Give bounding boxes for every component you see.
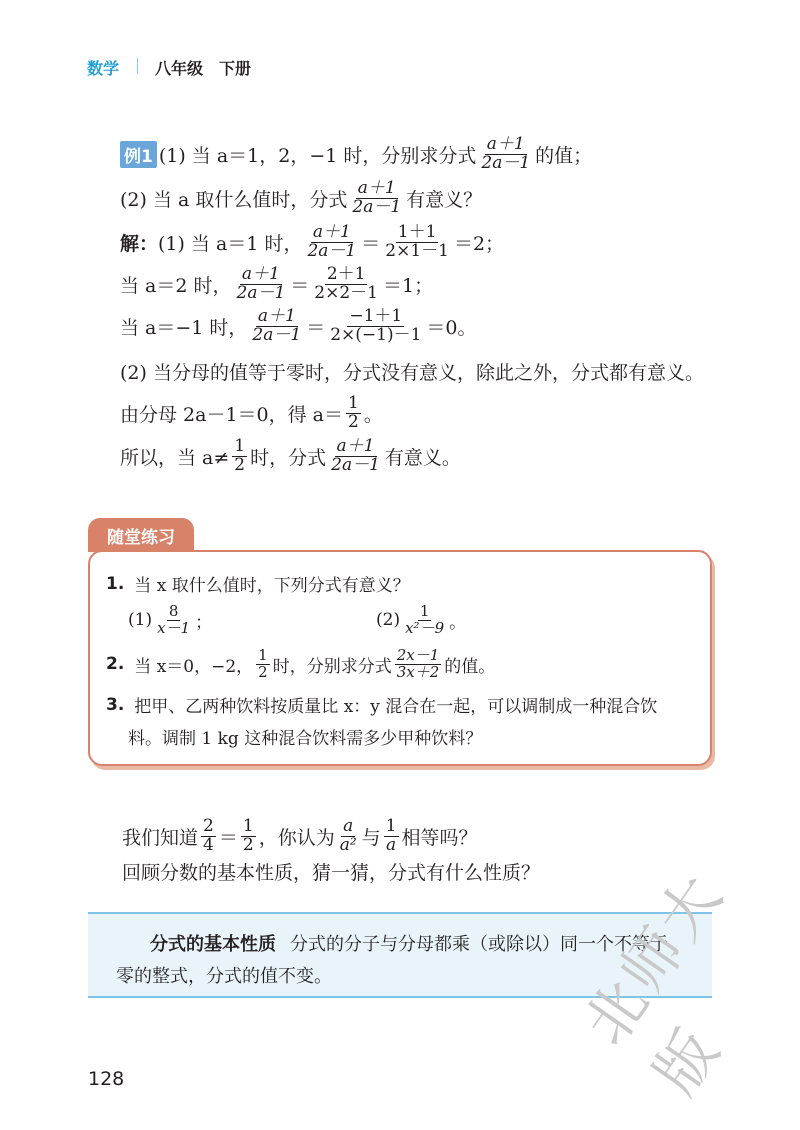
fraction-numerator: a＋1	[312, 222, 351, 242]
fraction-1-a	[384, 818, 399, 855]
solution-1-result: ＝2；	[453, 232, 505, 255]
property-line-1	[150, 930, 668, 956]
fraction-numerator: 1	[234, 436, 246, 456]
think-mid: ，你认为	[258, 826, 335, 849]
part-end: ；	[195, 612, 213, 633]
example-q2-suffix: 有意义？	[406, 188, 483, 211]
fraction-expr	[250, 308, 303, 345]
fraction-numerator: a＋1	[357, 178, 396, 198]
fraction-q1a	[155, 604, 192, 637]
equals-sign: ＝	[290, 274, 310, 297]
fraction-denominator: 2a－1	[331, 454, 380, 475]
part-2-line-3-mid: 时，分式	[250, 446, 327, 469]
property-title: 分式的基本性质	[150, 934, 276, 955]
practice-question-3-cont	[128, 724, 482, 749]
question-number: 3.	[106, 694, 125, 715]
fraction-numerator: a	[343, 816, 354, 836]
example-q1-text: (1) 当 a＝1，2，−1 时，分别求分式	[158, 144, 477, 167]
fraction-denominator: x²－9	[405, 618, 445, 637]
think-line-2	[122, 858, 540, 885]
watermark: 北师大版	[570, 860, 739, 1107]
fraction-expr	[329, 438, 382, 475]
part-2-line-3-suffix: 有意义。	[384, 446, 461, 469]
think-and: 与	[361, 826, 381, 849]
fraction-a-a2	[338, 818, 359, 855]
fraction-numerator: 2x－1	[396, 646, 440, 664]
think-line-2-text: 回顾分数的基本性质，猜一猜，分式有什么性质？	[122, 862, 541, 884]
property-text-1: 分式的分子与分母都乘（或除以）同一个不等于	[290, 934, 668, 955]
fraction-q1b	[403, 604, 446, 637]
fraction-denominator: 2×1－1	[385, 240, 449, 261]
solution-part-2	[120, 358, 704, 385]
practice-q2-suffix: 的值。	[444, 656, 496, 677]
header-subject: 数学	[87, 59, 120, 78]
fraction-expr	[305, 224, 358, 261]
solution-3-result: ＝0。	[426, 316, 477, 339]
practice-question-2	[106, 648, 495, 681]
practice-q3-line-2: 料。调制 1 kg 这种混合饮料需多少甲种饮料？	[128, 729, 483, 749]
think-suffix: 相等吗？	[401, 826, 478, 849]
fraction-numerator: −1＋1	[349, 306, 403, 326]
equals-sign: ＝	[218, 826, 238, 849]
practice-question-3	[106, 692, 657, 717]
part-2-line-3-prefix: 所以，当 a≠	[120, 446, 230, 469]
practice-title: 随堂练习	[88, 518, 194, 552]
page-number: 128	[88, 1068, 125, 1090]
fraction-denominator: 2	[348, 411, 359, 432]
fraction-1-2	[241, 818, 256, 855]
fraction-substituted	[383, 224, 451, 261]
practice-q1-text: 当 x 取什么值时，下列分式有意义？	[134, 576, 410, 596]
fraction-substituted	[312, 266, 380, 303]
fraction-denominator: 3x＋2	[396, 662, 440, 681]
fraction-denominator: 2a－1	[252, 324, 302, 345]
part-2-line-2-prefix: 由分母 2a－1＝0，得 a＝	[120, 403, 343, 426]
part-label: (2)	[376, 610, 401, 631]
fraction-denominator: 2	[242, 834, 254, 855]
fraction-denominator: 2a－1	[236, 282, 286, 303]
fraction-denominator: 4	[203, 834, 214, 855]
fraction-numerator: 1	[242, 816, 254, 836]
practice-q2-prefix: 当 x＝0，−2，	[134, 656, 254, 677]
fraction-denominator: x－1	[157, 618, 191, 637]
practice-q1-part-a	[128, 604, 212, 637]
fraction-expr	[350, 180, 403, 217]
fraction-expr	[235, 266, 288, 303]
example-question-2	[120, 180, 482, 217]
fraction-denominator: a	[386, 834, 397, 855]
think-prefix: 我们知道	[122, 826, 199, 849]
fraction-numerator: 1	[258, 646, 268, 664]
fraction-numerator: 1	[348, 393, 359, 413]
fraction-numerator: a＋1	[486, 134, 525, 154]
fraction-denominator: 2a－1	[307, 240, 357, 261]
question-number: 1.	[106, 573, 125, 594]
solution-label: 解：	[120, 232, 159, 255]
fraction-numerator: 1＋1	[397, 222, 437, 242]
equals-sign: ＝	[306, 316, 326, 339]
fraction-denominator: 2×(−1)－1	[330, 324, 422, 345]
fraction-numerator: 1	[419, 602, 430, 620]
fraction-q2	[395, 648, 442, 681]
fraction-half	[232, 438, 247, 475]
fraction-numerator: a＋1	[241, 264, 280, 284]
property-line-2	[116, 962, 332, 988]
part-2-line-2-suffix: 。	[363, 403, 383, 426]
equals-sign: ＝	[361, 232, 381, 255]
fraction-numerator: 8	[168, 602, 179, 620]
example-tag: 例1	[120, 141, 157, 168]
think-line-1	[122, 818, 478, 855]
solution-part-2-line-3	[120, 438, 461, 475]
part-end: 。	[449, 612, 467, 633]
fraction-denominator: a²	[339, 834, 357, 855]
practice-question-1	[106, 571, 410, 596]
practice-q3-line-1: 把甲、乙两种饮料按质量比 x：y 混合在一起，可以调制成一种混合饮	[134, 697, 658, 717]
practice-q2-mid: 时，分别求分式	[272, 656, 392, 677]
header-grade: 八年级 下册	[155, 59, 252, 78]
fraction-2-4	[201, 818, 216, 855]
solution-2-result: ＝1；	[383, 274, 434, 297]
solution-2-prefix: 当 a＝2 时，	[120, 274, 232, 297]
fraction-numerator: a＋1	[336, 436, 375, 456]
fraction-denominator: 2	[258, 662, 268, 681]
solution-line-1	[120, 224, 504, 261]
fraction-denominator: 2×2－1	[314, 282, 378, 303]
fraction-half	[346, 395, 361, 432]
example-q2-text: (2) 当 a 取什么值时，分式	[120, 188, 348, 211]
solution-part-2-line-2	[120, 395, 383, 432]
part-label: (1)	[128, 610, 153, 631]
question-number: 2.	[106, 654, 125, 675]
practice-q1-part-b	[376, 604, 466, 637]
example-question-1	[120, 136, 592, 173]
solution-1-prefix: (1) 当 a＝1 时，	[158, 232, 303, 255]
fraction-numerator: 2	[203, 816, 214, 836]
example-q1-suffix: 的值；	[535, 144, 593, 167]
solution-line-2	[120, 266, 433, 303]
part-2-text: (2) 当分母的值等于零时，分式没有意义，除此之外，分式都有意义。	[120, 362, 704, 384]
fraction-denominator: 2	[234, 454, 246, 475]
fraction-denominator: 2a－1	[352, 196, 402, 217]
fraction-half	[256, 648, 270, 681]
fraction-numerator: 1	[385, 816, 397, 836]
fraction-denominator: 2a－1	[481, 152, 531, 173]
fraction-substituted	[328, 308, 423, 345]
solution-3-prefix: 当 a＝−1 时，	[120, 316, 248, 339]
fraction-expr	[479, 136, 532, 173]
fraction-numerator: 2＋1	[326, 264, 366, 284]
solution-line-3	[120, 308, 477, 345]
property-text-2: 零的整式，分式的值不变。	[116, 966, 332, 987]
fraction-numerator: a＋1	[257, 306, 296, 326]
header-divider	[137, 58, 138, 74]
